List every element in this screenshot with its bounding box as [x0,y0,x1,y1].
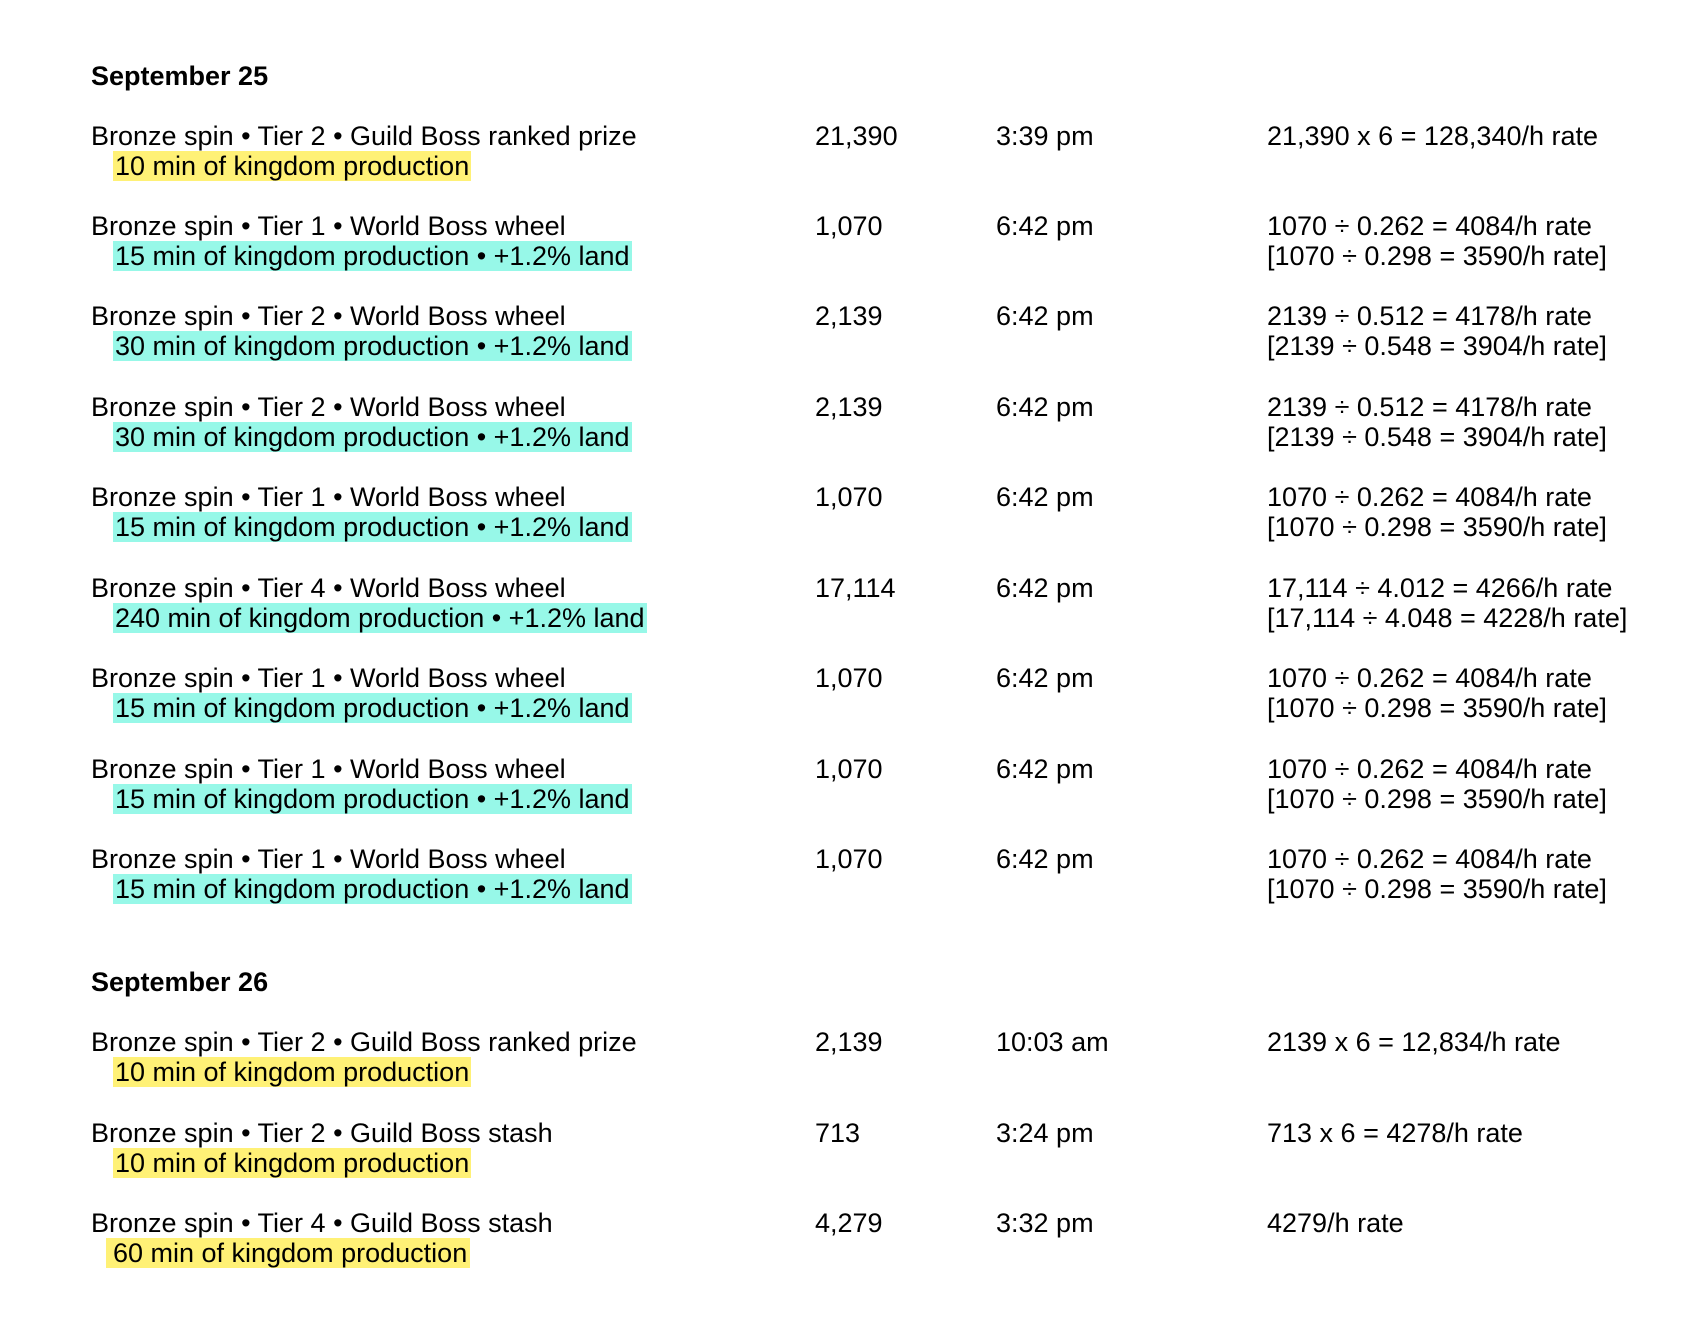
time: 6:42 pm [996,754,1094,784]
production-highlight: 30 min of kingdom production • +1.2% land [115,331,630,361]
spin-description: Bronze spin • Tier 2 • Guild Boss stash [91,1118,553,1148]
time: 6:42 pm [996,573,1094,603]
spin-description: Bronze spin • Tier 1 • World Boss wheel [91,482,566,512]
time: 3:39 pm [996,121,1094,151]
log-entry [0,1118,1690,1180]
production-highlight: 10 min of kingdom production [115,1057,470,1087]
spin-description: Bronze spin • Tier 1 • World Boss wheel [91,211,566,241]
production-highlight: 15 min of kingdom production • +1.2% land [115,784,630,814]
time: 6:42 pm [996,211,1094,241]
production-highlight: 15 min of kingdom production • +1.2% land [115,874,630,904]
amount: 2,139 [815,1027,883,1057]
entry-description-cell [91,1027,637,1087]
amount: 713 [815,1118,861,1148]
entry-description-cell [91,301,632,361]
log-entry [0,211,1690,273]
rate-line: 2139 x 6 = 12,834/h rate [1267,1027,1561,1057]
log-entry [0,121,1690,183]
rate-alt-line: [1070 ÷ 0.298 = 3590/h rate] [1267,784,1607,814]
log-entry [0,1027,1690,1089]
rate-alt-line [1267,151,1598,181]
production-highlight: 15 min of kingdom production • +1.2% land [115,693,630,723]
rate-line: 1070 ÷ 0.262 = 4084/h rate [1267,482,1592,512]
rate-alt-line: [1070 ÷ 0.298 = 3590/h rate] [1267,241,1607,271]
rate-line: 2139 ÷ 0.512 = 4178/h rate [1267,392,1592,422]
amount: 21,390 [815,121,898,151]
amount: 1,070 [815,482,883,512]
amount: 4,279 [815,1208,883,1238]
rate-alt-line: [1070 ÷ 0.298 = 3590/h rate] [1267,512,1607,542]
production-highlight: 10 min of kingdom production [115,151,470,181]
rate-calculation [1267,754,1607,814]
time: 6:42 pm [996,663,1094,693]
log-entry [0,1208,1690,1270]
entry-description-cell [91,121,637,181]
rate-calculation [1267,301,1607,361]
rate-alt-line: [17,114 ÷ 4.048 = 4228/h rate] [1267,603,1628,633]
rate-line: 1070 ÷ 0.262 = 4084/h rate [1267,754,1592,784]
rate-calculation [1267,392,1607,452]
rate-line: 1070 ÷ 0.262 = 4084/h rate [1267,663,1592,693]
amount: 2,139 [815,301,883,331]
rate-calculation [1267,1118,1523,1148]
time: 3:24 pm [996,1118,1094,1148]
time: 6:42 pm [996,482,1094,512]
production-highlight: 15 min of kingdom production • +1.2% land [115,241,630,271]
time: 6:42 pm [996,392,1094,422]
entry-description-cell [91,482,632,542]
section-heading: September 25 [91,61,269,91]
rate-alt-line: [1070 ÷ 0.298 = 3590/h rate] [1267,874,1607,904]
rate-line: 1070 ÷ 0.262 = 4084/h rate [1267,844,1592,874]
amount: 17,114 [815,573,896,603]
rate-calculation [1267,663,1607,723]
amount: 1,070 [815,211,883,241]
rate-calculation [1267,1027,1560,1057]
amount: 1,070 [815,754,883,784]
spin-description: Bronze spin • Tier 4 • World Boss wheel [91,573,566,603]
log-entry [0,301,1690,363]
rate-calculation [1267,482,1607,542]
log-entry [0,754,1690,816]
rate-alt-line: [2139 ÷ 0.548 = 3904/h rate] [1267,331,1607,361]
rate-line: 4279/h rate [1267,1208,1404,1238]
production-highlight: 10 min of kingdom production [115,1148,470,1178]
log-entry [0,392,1690,454]
entry-description-cell [91,663,632,723]
rate-calculation [1267,121,1598,181]
entry-description-cell [91,754,632,814]
time: 6:42 pm [996,301,1094,331]
rate-line: 1070 ÷ 0.262 = 4084/h rate [1267,211,1592,241]
spin-description: Bronze spin • Tier 1 • World Boss wheel [91,663,566,693]
amount: 2,139 [815,392,883,422]
spin-description: Bronze spin • Tier 4 • Guild Boss stash [91,1208,553,1238]
entry-description-cell [91,1118,553,1178]
production-highlight: 240 min of kingdom production • +1.2% land [115,603,645,633]
time: 6:42 pm [996,844,1094,874]
rate-line: 713 x 6 = 4278/h rate [1267,1118,1523,1148]
entry-description-cell [91,392,632,452]
log-entry [0,844,1690,906]
rate-calculation [1267,573,1627,633]
spin-description: Bronze spin • Tier 2 • Guild Boss ranked prize [91,121,637,151]
log-entry [0,482,1690,544]
production-highlight: 60 min of kingdom production [106,1238,470,1268]
spin-description: Bronze spin • Tier 1 • World Boss wheel [91,844,566,874]
rate-calculation [1267,1208,1404,1238]
rate-line: 2139 ÷ 0.512 = 4178/h rate [1267,301,1592,331]
production-highlight: 15 min of kingdom production • +1.2% land [115,512,630,542]
rate-line: 17,114 ÷ 4.012 = 4266/h rate [1267,573,1613,603]
log-entry [0,663,1690,725]
rate-alt-line: [1070 ÷ 0.298 = 3590/h rate] [1267,693,1607,723]
entry-description-cell [91,844,632,904]
entry-description-cell [91,211,632,271]
section-heading: September 26 [91,967,269,997]
spin-description: Bronze spin • Tier 1 • World Boss wheel [91,754,566,784]
time: 10:03 am [996,1027,1109,1057]
rate-calculation [1267,211,1607,271]
entry-description-cell [91,1208,553,1268]
entry-description-cell [91,573,647,633]
rate-alt-line: [2139 ÷ 0.548 = 3904/h rate] [1267,422,1607,452]
spin-description: Bronze spin • Tier 2 • World Boss wheel [91,392,566,422]
rate-line: 21,390 x 6 = 128,340/h rate [1267,121,1599,151]
log-entry [0,573,1690,635]
amount: 1,070 [815,663,883,693]
spin-description: Bronze spin • Tier 2 • Guild Boss ranked prize [91,1027,637,1057]
rate-calculation [1267,844,1607,904]
amount: 1,070 [815,844,883,874]
time: 3:32 pm [996,1208,1094,1238]
spin-description: Bronze spin • Tier 2 • World Boss wheel [91,301,566,331]
production-highlight: 30 min of kingdom production • +1.2% land [115,422,630,452]
